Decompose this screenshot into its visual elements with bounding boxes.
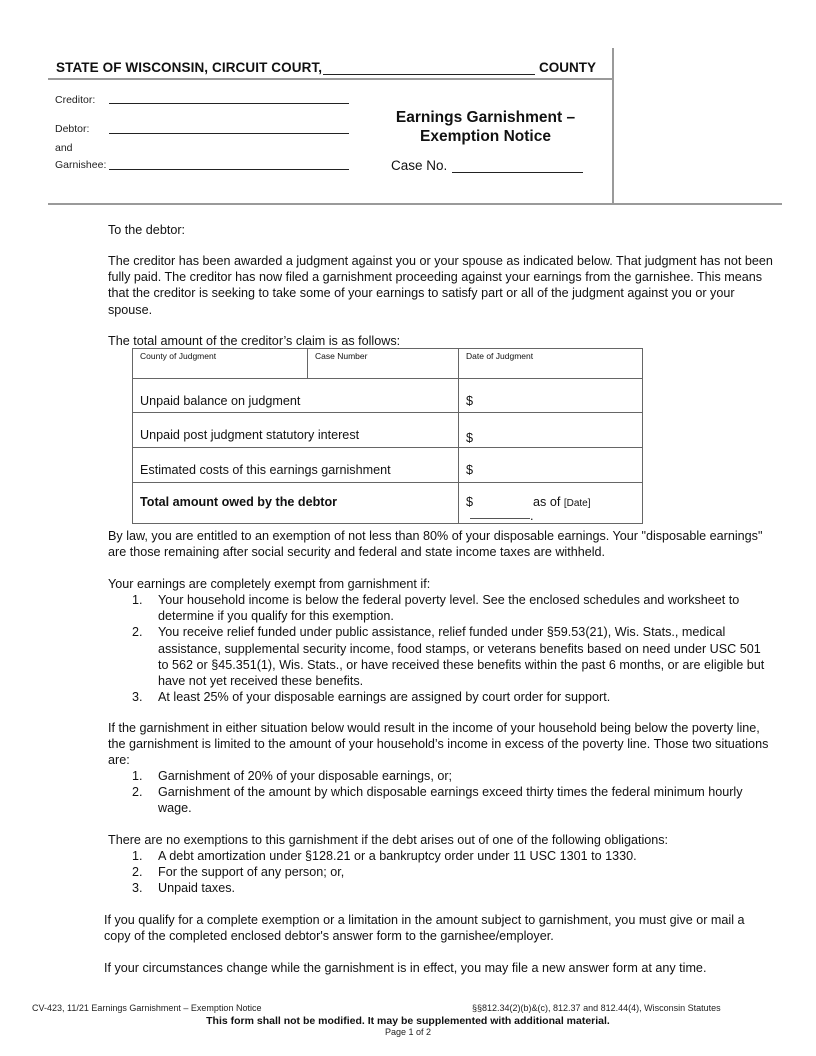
header-bottom-divider: [48, 203, 782, 205]
county-field[interactable]: [323, 74, 535, 75]
list-item: [132, 864, 772, 880]
currency-symbol: $: [466, 463, 474, 477]
form-title: [378, 108, 593, 146]
table-row: [133, 379, 643, 413]
debtor-label: Debtor:: [55, 123, 90, 135]
date-of-judgment-label: Date of Judgment: [466, 351, 534, 361]
item-text: You receive relief funded under public assistance, relief funded under §59.53(21), Wis. Stats., medical assistance, supplemental security income, food stamps, or veterans benefits based on need under USC 501 to 562 or §45.351(1), Wis. Stats., or have received these benefits within the past 6 months, or are eligible but have not yet received these benefits.: [158, 625, 765, 689]
case-number-label: Case Number: [315, 351, 368, 361]
header-top-divider: [48, 78, 613, 80]
as-of-label: as of: [533, 495, 561, 509]
and-label: and: [55, 142, 73, 154]
list-item: [132, 592, 772, 624]
date-placeholder: [Date]: [563, 498, 591, 509]
list-item: [132, 768, 772, 784]
debtor-field[interactable]: [109, 133, 349, 134]
complete-exempt-list: [132, 592, 772, 705]
creditor-field[interactable]: [109, 103, 349, 104]
county-of-judgment-label: County of Judgment: [140, 351, 217, 361]
case-no-field[interactable]: [452, 172, 583, 173]
item-number: 1.: [132, 593, 143, 607]
period: .: [530, 509, 534, 523]
item-number: 3.: [132, 690, 143, 705]
footer-statutes: §§812.34(2)(b)&(c), 812.37 and 812.44(4), Wisconsin Statutes: [472, 1003, 721, 1013]
no-exempt-list: [132, 848, 772, 897]
total-row: [133, 483, 643, 524]
claim-table: [132, 348, 643, 524]
creditor-label: Creditor:: [55, 94, 96, 106]
header-right-border: [612, 48, 614, 205]
court-title: STATE OF WISCONSIN, CIRCUIT COURT,: [56, 60, 323, 75]
item-text: At least 25% of your disposable earnings are assigned by court order for support.: [158, 690, 611, 705]
currency-symbol: $: [466, 495, 474, 509]
item-number: 1.: [132, 849, 143, 863]
qualify-paragraph: If you qualify for a complete exemption or a limitation in the amount subject to garnishment, you must give or mail a copy of the completed enclosed debtor's answer form to the garnishee/employer.: [104, 913, 745, 944]
footer-page-number: Page 1 of 2: [384, 1027, 432, 1037]
item-text: Unpaid taxes.: [158, 881, 236, 896]
item-number: 2.: [132, 625, 143, 640]
case-no-label: Case No.: [391, 158, 448, 173]
county-of-judgment-cell[interactable]: [133, 349, 308, 379]
unpaid-balance-label: Unpaid balance on judgment: [133, 379, 459, 413]
complete-exempt-intro: Your earnings are completely exempt from garnishment if:: [108, 577, 431, 591]
item-number: 1.: [132, 769, 143, 783]
list-item: [132, 624, 772, 689]
footer-form-id: CV-423, 11/21 Earnings Garnishment – Exemption Notice: [32, 1003, 262, 1013]
currency-symbol: $: [466, 394, 474, 408]
no-exempt-intro: There are no exemptions to this garnishment if the debt arises out of one of the following obligations:: [108, 833, 669, 847]
list-item: [132, 784, 772, 816]
exemption-paragraph: By law, you are entitled to an exemption of not less than 80% of your disposable earnings. Your "disposable earnings" are those remaining after social security and federal and state income taxes are withheld.: [108, 529, 763, 560]
date-of-judgment-cell[interactable]: [459, 349, 643, 379]
salutation: To the debtor:: [108, 223, 186, 237]
garnishee-field[interactable]: [109, 169, 349, 170]
item-text: Your household income is below the federal poverty level. See the enclosed schedules and worksheet to determine if you qualify for this exemption.: [158, 593, 740, 624]
limit-intro: If the garnishment in either situation below would result in the income of your household being below the poverty line, the garnishment is limited to the amount of your household’s income in excess of the poverty line. Those two situations are:: [108, 721, 769, 768]
estimated-costs-field[interactable]: [459, 448, 643, 483]
statutory-interest-label: Unpaid post judgment statutory interest: [133, 413, 459, 448]
table-row: [133, 413, 643, 448]
change-paragraph: If your circumstances change while the garnishment is in effect, you may file a new answer form at any time.: [104, 961, 707, 975]
item-text: For the support of any person; or,: [158, 865, 345, 880]
list-item: [132, 689, 772, 705]
footer-notice: This form shall not be modified. It may be supplemented with additional material.: [206, 1015, 610, 1027]
county-label: COUNTY: [539, 60, 596, 75]
estimated-costs-label: Estimated costs of this earnings garnishment: [133, 448, 459, 483]
list-item: [132, 848, 772, 864]
item-text: A debt amortization under §128.21 or a bankruptcy order under 11 USC 1301 to 1330.: [158, 849, 637, 863]
case-number-cell[interactable]: [308, 349, 459, 379]
item-number: 3.: [132, 881, 143, 896]
table-row: [133, 448, 643, 483]
limit-list: [132, 768, 772, 817]
item-number: 2.: [132, 785, 143, 800]
unpaid-balance-field[interactable]: [459, 379, 643, 413]
currency-symbol: $: [466, 431, 474, 445]
item-text: Garnishment of the amount by which disposable earnings exceed thirty times the federal minimum hourly wage.: [158, 785, 743, 816]
form-title-line1: Earnings Garnishment –: [395, 109, 576, 126]
statutory-interest-field[interactable]: [459, 413, 643, 448]
form-title-line2: Exemption Notice: [420, 128, 551, 145]
garnishee-label: Garnishee:: [55, 159, 107, 171]
as-of-date-field[interactable]: [470, 518, 530, 519]
claim-header-row: [133, 349, 643, 379]
item-number: 2.: [132, 865, 143, 880]
item-text: Garnishment of 20% of your disposable earnings, or;: [158, 769, 453, 783]
list-item: [132, 880, 772, 896]
claim-intro: The total amount of the creditor’s claim is as follows:: [108, 334, 401, 348]
total-owed-field[interactable]: [459, 483, 643, 524]
intro-paragraph: The creditor has been awarded a judgment against you or your spouse as indicated below. That judgment has not been fully paid. The creditor has now filed a garnishment proceeding against your earnings from the garnishee. This means that the creditor is seeking to take some of your earnings to satisfy part or all of the judgment against you or your spouse.: [108, 254, 773, 317]
total-owed-label: Total amount owed by the debtor: [133, 483, 459, 524]
